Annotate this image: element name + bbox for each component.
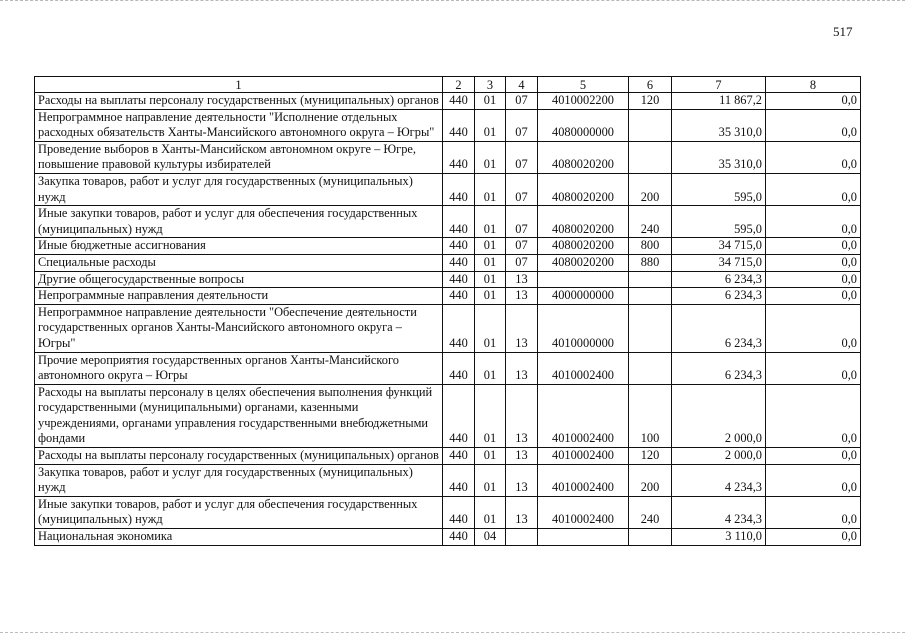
row-col-8: 0,0 xyxy=(766,496,861,528)
row-name: Специальные расходы xyxy=(35,254,443,271)
row-col-6 xyxy=(629,529,672,546)
row-col-6 xyxy=(629,141,672,173)
table-row xyxy=(35,109,861,141)
row-col-2: 440 xyxy=(443,93,475,110)
row-col-3: 01 xyxy=(475,141,506,173)
row-col-5: 4010002400 xyxy=(538,448,629,465)
row-col-3: 01 xyxy=(475,109,506,141)
row-col-5: 4010002400 xyxy=(538,384,629,447)
table-row xyxy=(35,254,861,271)
row-col-8: 0,0 xyxy=(766,109,861,141)
budget-table xyxy=(34,76,861,546)
row-col-3: 01 xyxy=(475,206,506,238)
header-col-1: 1 xyxy=(35,77,443,93)
row-col-6: 200 xyxy=(629,173,672,205)
row-col-4: 07 xyxy=(506,238,538,255)
row-col-8: 0,0 xyxy=(766,238,861,255)
row-col-2: 440 xyxy=(443,271,475,288)
row-col-4: 13 xyxy=(506,271,538,288)
header-col-8: 8 xyxy=(766,77,861,93)
row-col-4: 13 xyxy=(506,304,538,352)
row-col-6: 240 xyxy=(629,206,672,238)
table-row xyxy=(35,173,861,205)
row-name: Национальная экономика xyxy=(35,529,443,546)
row-col-3: 01 xyxy=(475,496,506,528)
table-row xyxy=(35,352,861,384)
row-col-7: 6 234,3 xyxy=(672,288,766,305)
row-col-8: 0,0 xyxy=(766,464,861,496)
row-col-4: 07 xyxy=(506,93,538,110)
row-col-6: 100 xyxy=(629,384,672,447)
table-row xyxy=(35,141,861,173)
row-col-7: 6 234,3 xyxy=(672,271,766,288)
row-col-5: 4010002400 xyxy=(538,496,629,528)
header-col-7: 7 xyxy=(672,77,766,93)
row-col-8: 0,0 xyxy=(766,288,861,305)
row-col-5: 4080020200 xyxy=(538,206,629,238)
row-col-7: 6 234,3 xyxy=(672,352,766,384)
row-col-7: 3 110,0 xyxy=(672,529,766,546)
row-col-7: 2 000,0 xyxy=(672,384,766,447)
row-col-8: 0,0 xyxy=(766,448,861,465)
row-col-4: 07 xyxy=(506,206,538,238)
row-col-7: 34 715,0 xyxy=(672,254,766,271)
row-col-4: 07 xyxy=(506,173,538,205)
row-name: Непрограммное направление деятельности "Обеспечение деятельности государственных органов Ханты-Мансийского автономного округа – Югры" xyxy=(35,304,443,352)
row-col-8: 0,0 xyxy=(766,254,861,271)
row-col-4: 07 xyxy=(506,254,538,271)
row-col-7: 2 000,0 xyxy=(672,448,766,465)
row-col-3: 01 xyxy=(475,384,506,447)
row-col-3: 01 xyxy=(475,271,506,288)
row-col-5: 4000000000 xyxy=(538,288,629,305)
row-col-8: 0,0 xyxy=(766,352,861,384)
scan-artifact-top xyxy=(0,0,905,4)
row-name: Непрограммное направление деятельности "Исполнение отдельных расходных обязательств Ханты-Мансийского автономного округа – Югры" xyxy=(35,109,443,141)
row-col-3: 01 xyxy=(475,238,506,255)
header-col-5: 5 xyxy=(538,77,629,93)
table-row xyxy=(35,288,861,305)
row-col-2: 440 xyxy=(443,173,475,205)
table-row xyxy=(35,464,861,496)
row-col-5: 4080020200 xyxy=(538,254,629,271)
row-col-8: 0,0 xyxy=(766,141,861,173)
row-col-7: 6 234,3 xyxy=(672,304,766,352)
row-col-2: 440 xyxy=(443,254,475,271)
page-number: 517 xyxy=(833,24,853,39)
row-col-6: 800 xyxy=(629,238,672,255)
row-col-8: 0,0 xyxy=(766,271,861,288)
table-row xyxy=(35,304,861,352)
row-col-3: 01 xyxy=(475,464,506,496)
row-col-5: 4010002400 xyxy=(538,464,629,496)
row-col-7: 11 867,2 xyxy=(672,93,766,110)
header-col-3: 3 xyxy=(475,77,506,93)
row-col-8: 0,0 xyxy=(766,529,861,546)
row-col-4: 13 xyxy=(506,464,538,496)
row-col-4: 13 xyxy=(506,448,538,465)
row-name: Непрограммные направления деятельности xyxy=(35,288,443,305)
row-col-3: 01 xyxy=(475,352,506,384)
table-row xyxy=(35,448,861,465)
row-col-5: 4080020200 xyxy=(538,141,629,173)
row-col-7: 34 715,0 xyxy=(672,238,766,255)
row-name: Проведение выборов в Ханты-Мансийском автономном округе – Югре, повышение правовой культуры избирателей xyxy=(35,141,443,173)
row-col-2: 440 xyxy=(443,141,475,173)
row-col-8: 0,0 xyxy=(766,173,861,205)
row-col-5: 4010000000 xyxy=(538,304,629,352)
row-col-4: 13 xyxy=(506,352,538,384)
row-col-5 xyxy=(538,271,629,288)
row-name: Закупка товаров, работ и услуг для государственных (муниципальных) нужд xyxy=(35,464,443,496)
header-col-2: 2 xyxy=(443,77,475,93)
row-col-5: 4010002400 xyxy=(538,352,629,384)
row-col-7: 4 234,3 xyxy=(672,464,766,496)
row-col-8: 0,0 xyxy=(766,304,861,352)
row-col-6 xyxy=(629,288,672,305)
row-col-4 xyxy=(506,529,538,546)
row-col-6 xyxy=(629,109,672,141)
row-col-2: 440 xyxy=(443,464,475,496)
row-col-4: 13 xyxy=(506,384,538,447)
row-col-3: 01 xyxy=(475,254,506,271)
row-name: Расходы на выплаты персоналу государственных (муниципальных) органов xyxy=(35,93,443,110)
row-col-5 xyxy=(538,529,629,546)
row-col-6 xyxy=(629,352,672,384)
row-col-2: 440 xyxy=(443,384,475,447)
table-row xyxy=(35,271,861,288)
row-col-6: 120 xyxy=(629,448,672,465)
table-row xyxy=(35,529,861,546)
header-col-4: 4 xyxy=(506,77,538,93)
row-name: Другие общегосударственные вопросы xyxy=(35,271,443,288)
row-col-5: 4080020200 xyxy=(538,238,629,255)
table-row xyxy=(35,93,861,110)
row-col-6: 240 xyxy=(629,496,672,528)
table-row xyxy=(35,496,861,528)
row-col-6 xyxy=(629,271,672,288)
row-name: Расходы на выплаты персоналу государственных (муниципальных) органов xyxy=(35,448,443,465)
row-col-2: 440 xyxy=(443,288,475,305)
row-col-5: 4080020200 xyxy=(538,173,629,205)
row-name: Прочие мероприятия государственных органов Ханты-Мансийского автономного округа – Югры xyxy=(35,352,443,384)
row-col-2: 440 xyxy=(443,529,475,546)
row-col-6: 880 xyxy=(629,254,672,271)
row-name: Закупка товаров, работ и услуг для государственных (муниципальных) нужд xyxy=(35,173,443,205)
row-col-2: 440 xyxy=(443,448,475,465)
row-col-7: 35 310,0 xyxy=(672,141,766,173)
row-col-8: 0,0 xyxy=(766,206,861,238)
row-name: Расходы на выплаты персоналу в целях обеспечения выполнения функций государственными (муниципальными) органами, казенными учреждениями, органами управления государственными внебюджетными фондами xyxy=(35,384,443,447)
row-col-3: 01 xyxy=(475,93,506,110)
scan-artifact-bottom xyxy=(0,632,905,636)
row-col-3: 01 xyxy=(475,448,506,465)
row-col-6: 200 xyxy=(629,464,672,496)
row-col-3: 04 xyxy=(475,529,506,546)
row-col-8: 0,0 xyxy=(766,93,861,110)
row-col-2: 440 xyxy=(443,109,475,141)
row-col-2: 440 xyxy=(443,304,475,352)
row-col-4: 07 xyxy=(506,141,538,173)
row-col-7: 595,0 xyxy=(672,206,766,238)
header-col-6: 6 xyxy=(629,77,672,93)
row-col-6: 120 xyxy=(629,93,672,110)
row-col-2: 440 xyxy=(443,352,475,384)
row-col-3: 01 xyxy=(475,288,506,305)
header-row xyxy=(35,77,861,93)
row-col-2: 440 xyxy=(443,238,475,255)
row-col-4: 13 xyxy=(506,288,538,305)
row-col-3: 01 xyxy=(475,304,506,352)
row-name: Иные закупки товаров, работ и услуг для обеспечения государственных (муниципальных) нужд xyxy=(35,496,443,528)
row-col-8: 0,0 xyxy=(766,384,861,447)
row-col-5: 4010002200 xyxy=(538,93,629,110)
table-row xyxy=(35,206,861,238)
row-col-2: 440 xyxy=(443,206,475,238)
row-col-4: 07 xyxy=(506,109,538,141)
row-col-4: 13 xyxy=(506,496,538,528)
table-row xyxy=(35,384,861,447)
table-row xyxy=(35,238,861,255)
row-col-7: 595,0 xyxy=(672,173,766,205)
row-col-7: 4 234,3 xyxy=(672,496,766,528)
row-col-7: 35 310,0 xyxy=(672,109,766,141)
row-col-3: 01 xyxy=(475,173,506,205)
row-col-6 xyxy=(629,304,672,352)
row-name: Иные закупки товаров, работ и услуг для обеспечения государственных (муниципальных) нужд xyxy=(35,206,443,238)
row-col-5: 4080000000 xyxy=(538,109,629,141)
row-col-2: 440 xyxy=(443,496,475,528)
row-name: Иные бюджетные ассигнования xyxy=(35,238,443,255)
